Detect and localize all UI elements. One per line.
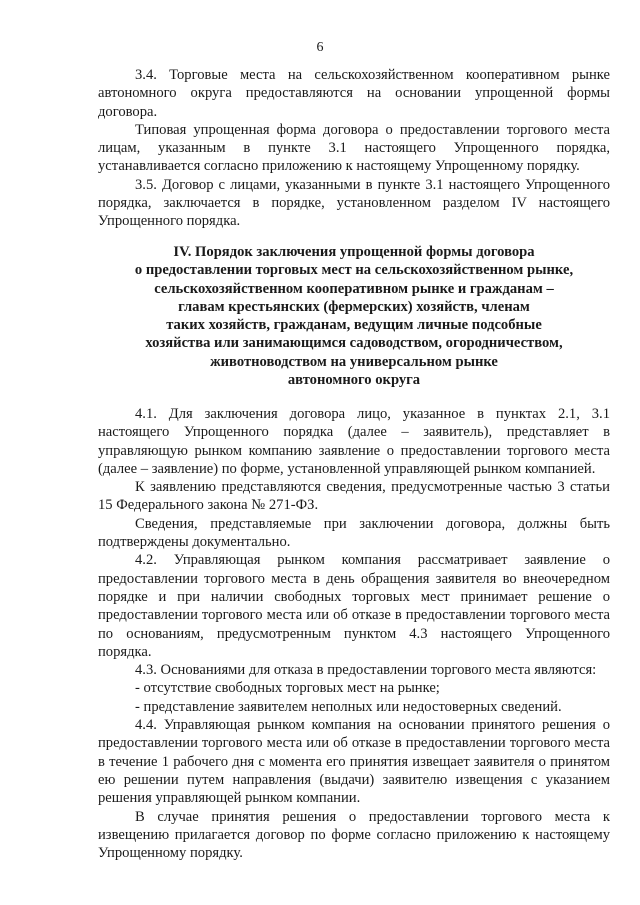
- paragraph-contract-attached: В случае принятия решения о предоставлении торгового места к извещению прилагается договор по форме согласно приложению к настоящему Упрощенному порядку.: [98, 808, 610, 862]
- section-4-heading: [98, 243, 610, 389]
- paragraph-4-4: 4.4. Управляющая рынком компания на основании принятого решения о предоставлении торгового места или об отказе в предоставлении торгового места в течение 1 рабочего дня с момента его принятия извещает заявителя о принятом ею решении путем направления (выдачи) заявителю извещения с указанием решения управляющей рынком компании.: [98, 717, 610, 807]
- heading-line: таких хозяйств, гражданам, ведущим личные подсобные: [166, 317, 542, 334]
- paragraph-4-3: 4.3. Основаниями для отказа в предоставлении торгового места являются:: [135, 662, 597, 679]
- heading-line: IV. Порядок заключения упрощенной формы договора: [173, 244, 535, 260]
- heading-line: хозяйства или занимающимся садоводством, огородничеством,: [145, 335, 563, 352]
- page-number: 6: [316, 40, 324, 55]
- paragraph-4-2: 4.2. Управляющая рынком компания рассматривает заявление о предоставлении торгового места в день обращения заявителя во внеочередном порядке и при наличии свободных торговых мест принимает решение о предоставлении торгового места или об отказе в предоставлении торгового места по основаниям, предусмотренным пунктом 4.3 настоящего Упрощенного порядка.: [98, 552, 610, 660]
- paragraph-documented: Сведения, представляемые при заключении договора, должны быть подтверждены документально.: [98, 515, 610, 551]
- paragraph-4-1: 4.1. Для заключения договора лицо, указанное в пунктах 2.1, 3.1 настоящего Упрощенного порядка (далее – заявитель), представляет в управляющую рынком компанию заявление о предоставлении торгового места (далее – заявление) по форме, установленной управляющей рынком компанией.: [98, 406, 610, 477]
- refusal-reason-item: - отсутствие свободных торговых мест на рынке;: [135, 680, 440, 697]
- section-4-text: [98, 405, 610, 862]
- paragraph-3-5: 3.5. Договор с лицами, указанными в пункте 3.1 настоящего Упрощенного порядка, заключается в порядке, установленном разделом IV настоящего Упрощенного порядка.: [98, 176, 610, 230]
- paragraph-application-info: К заявлению представляются сведения, предусмотренные частью 3 статьи 15 Федерального закона № 271-ФЗ.: [98, 479, 610, 514]
- refusal-reason-item: - представление заявителем неполных или недостоверных сведений.: [135, 698, 562, 715]
- paragraph-3-4: 3.4. Торговые места на сельскохозяйственном кооперативном рынке автономного округа предоставляются на основании упрощенной формы договора.: [98, 67, 610, 120]
- heading-line: сельскохозяйственном кооперативном рынке и гражданам –: [154, 280, 554, 297]
- heading-line: главам крестьянских (фермерских) хозяйств, членам: [178, 298, 530, 315]
- heading-line: автономного округа: [287, 372, 421, 389]
- heading-line: о предоставлении торговых мест на сельскохозяйственном рынке,: [134, 262, 574, 279]
- paragraph-typical-form: Типовая упрощенная форма договора о предоставлении торгового места лицам, указанным в пункте 3.1 настоящего Упрощенного порядка, устанавливается согласно приложению к настоящему Упрощенному порядку.: [98, 121, 610, 175]
- section-3-text: [98, 66, 610, 231]
- heading-line: животноводством на универсальном рынке: [210, 353, 498, 370]
